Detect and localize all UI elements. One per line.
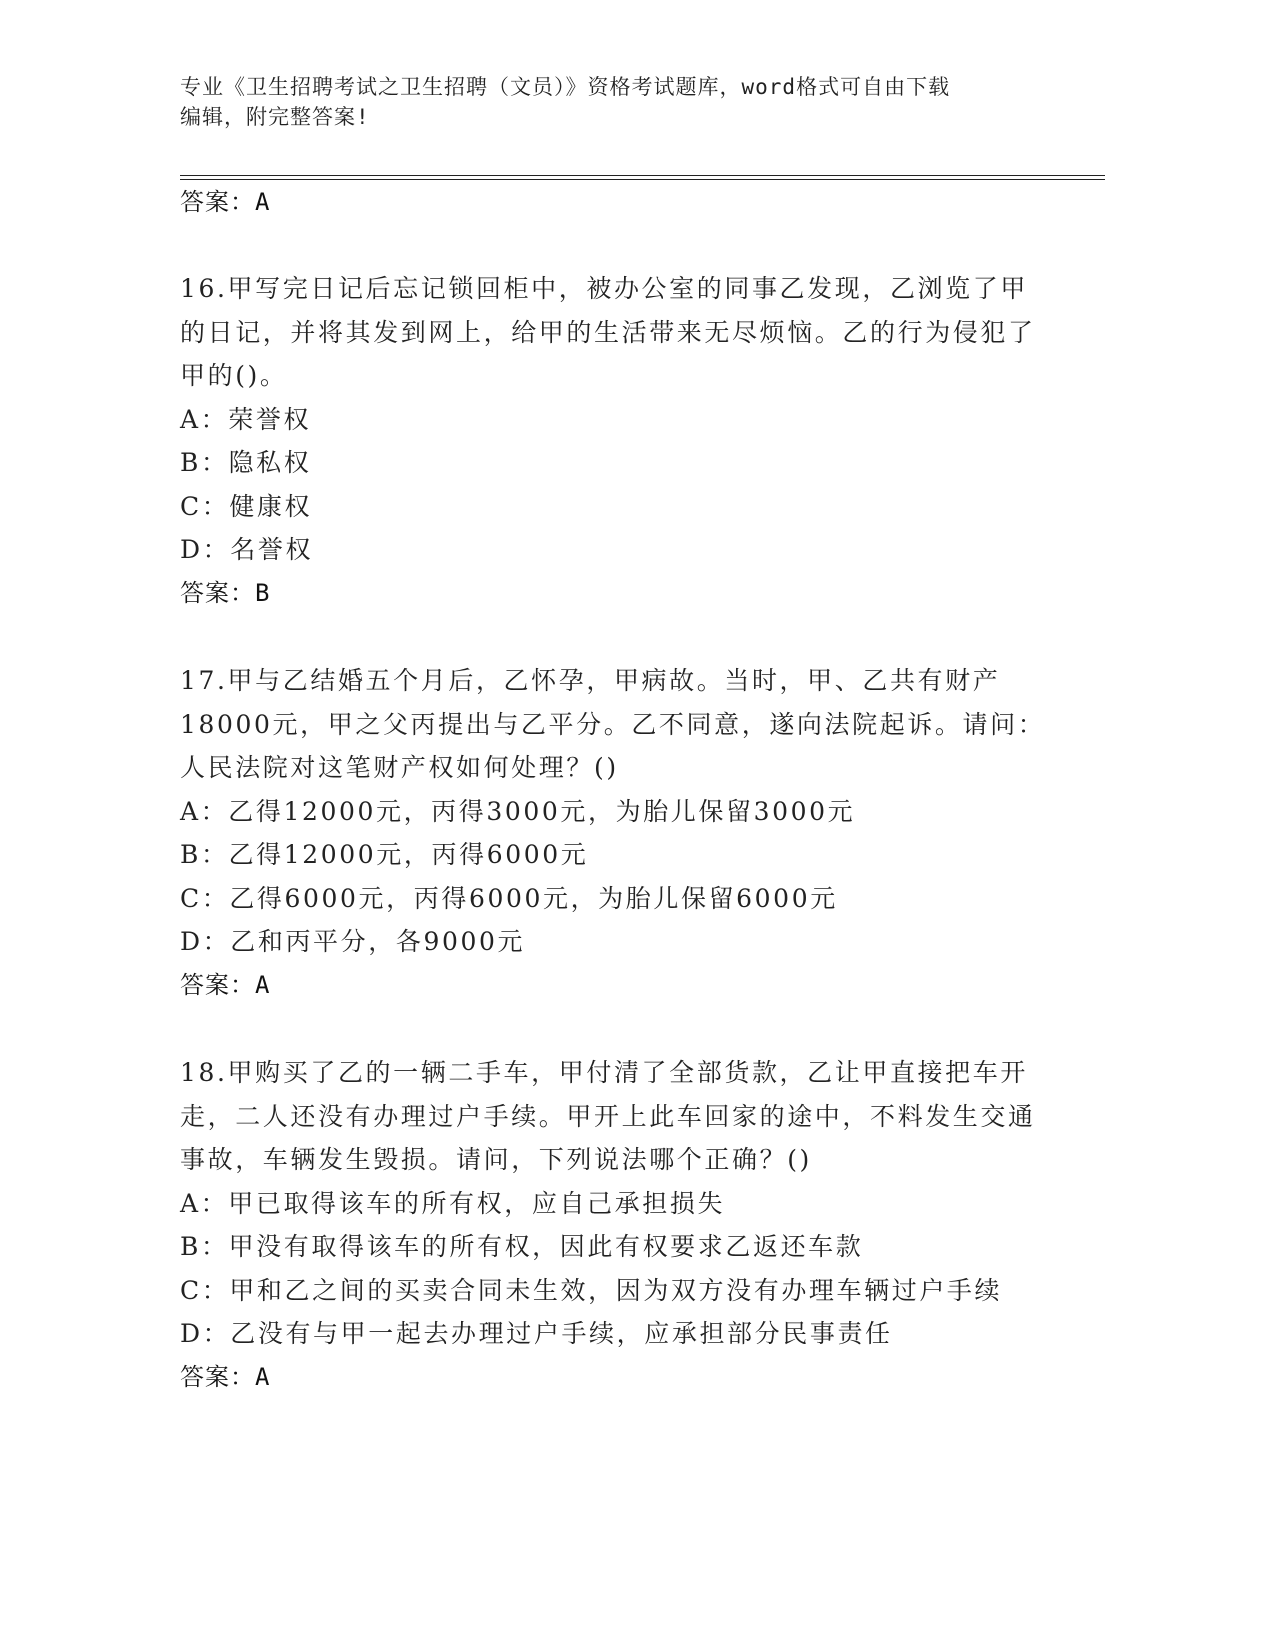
option-b: B：隐私权 xyxy=(180,448,312,477)
page-header xyxy=(180,72,1080,132)
option-c: C：甲和乙之间的买卖合同未生效，因为双方没有办理车辆过户手续 xyxy=(180,1275,1003,1305)
option-b: B：甲没有取得该车的所有权，因此有权要求乙返还车款 xyxy=(180,1232,864,1261)
option-d: D：乙和丙平分，各9000元 xyxy=(180,927,526,956)
header-line-1: 专业《卫生招聘考试之卫生招聘（文员）》资格考试题库，word格式可自由下载 xyxy=(180,75,951,99)
option-a: A：乙得12000元，丙得3000元，为胎儿保留3000元 xyxy=(180,796,856,826)
question-16 xyxy=(180,267,1050,615)
answer: 答案：A xyxy=(180,1362,271,1391)
option-d: D：乙没有与甲一起去办理过户手续，应承担部分民事责任 xyxy=(180,1319,893,1348)
question-stem: 17.甲与乙结婚五个月后，乙怀孕，甲病故。当时，甲、乙共有财产18000元，甲之父丙提出与乙平分。乙不同意，遂向法院起诉。请问：人民法院对这笔财产权如何处理？() xyxy=(180,666,1046,782)
option-d: D：名誉权 xyxy=(180,535,314,564)
option-b: B：乙得12000元，丙得6000元 xyxy=(180,840,589,869)
answer: 答案：A xyxy=(180,970,271,999)
header-line-2: 编辑，附完整答案! xyxy=(180,105,370,129)
answer: 答案：B xyxy=(180,578,271,607)
previous-answer: 答案：A xyxy=(180,188,271,216)
option-c: C：乙得6000元，丙得6000元，为胎儿保留6000元 xyxy=(180,883,838,913)
question-18 xyxy=(180,1051,1050,1399)
question-stem: 18.甲购买了乙的一辆二手车，甲付清了全部货款，乙让甲直接把车开走，二人还没有办理过户手续。甲开上此车回家的途中，不料发生交通事故，车辆发生毁损。请问，下列说法哪个正确？() xyxy=(180,1058,1036,1174)
question-stem: 16.甲写完日记后忘记锁回柜中，被办公室的同事乙发现，乙浏览了甲的日记，并将其发到网上，给甲的生活带来无尽烦恼。乙的行为侵犯了甲的()。 xyxy=(180,274,1036,390)
option-c: C：健康权 xyxy=(180,491,313,521)
option-a: A：荣誉权 xyxy=(180,404,312,434)
question-17 xyxy=(180,659,1050,1007)
option-a: A：甲已取得该车的所有权，应自己承担损失 xyxy=(180,1188,726,1218)
header-divider xyxy=(180,175,1105,180)
